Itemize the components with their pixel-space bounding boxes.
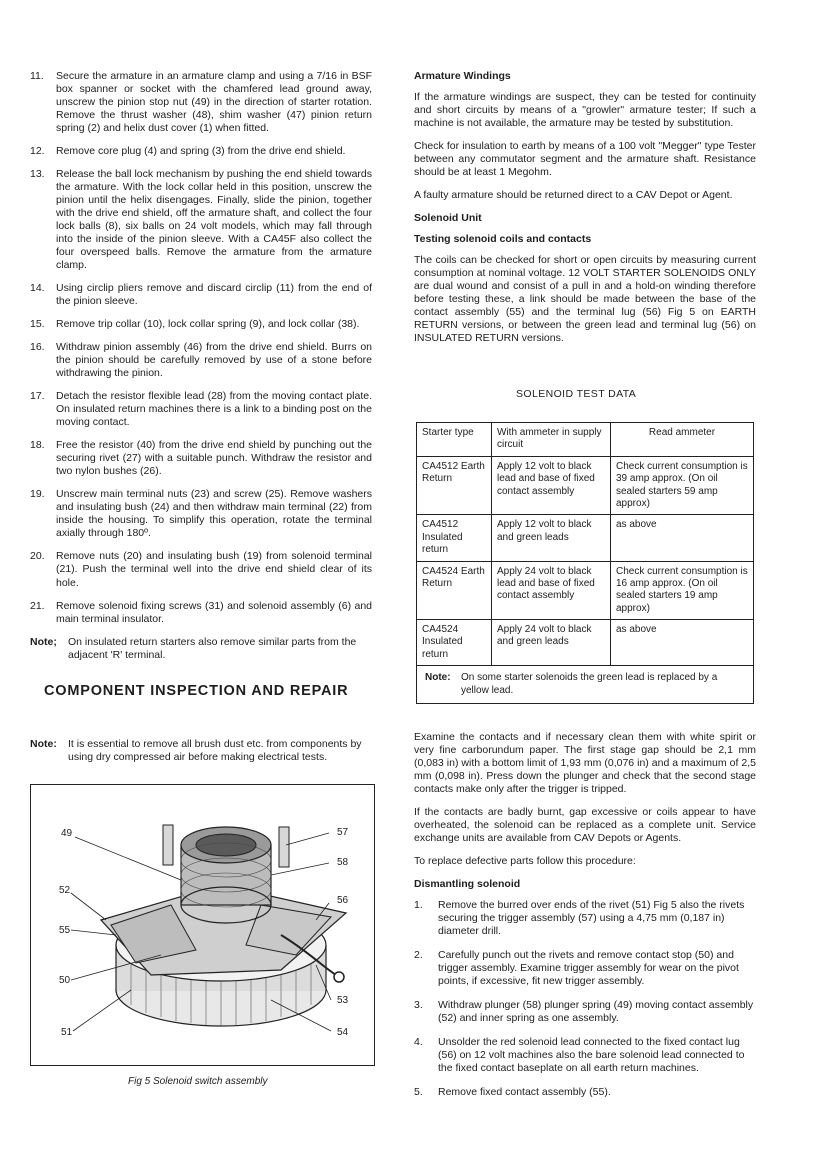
inspection-note-text: It is essential to remove all brush dust etc. from components by using dry compressed air before making electrical tests. bbox=[68, 738, 362, 764]
table-note-text: On some starter solenoids the green lead is replaced by a yellow lead. bbox=[461, 672, 718, 696]
step-text: Secure the armature in an armature clamp and using a 7/16 in BSF box spanner or socket with the chamfered lead ground away, unscrew the pinion stop nut (49) in the direction of starter rotation. Remove the thrust washer (48), shim washer (47) pinion return spring (2) and helix dust cover (1) when fitted. bbox=[56, 70, 372, 135]
table-header: Starter type bbox=[417, 423, 492, 457]
table-header: Read ammeter bbox=[611, 423, 754, 457]
step-text: Free the resistor (40) from the drive end shield by punching out the securing rivet (27) with a suitable punch. Withdraw the resistor and two nylon bushes (26). bbox=[56, 439, 372, 478]
table-header-row bbox=[417, 423, 754, 457]
step-text: Remove fixed contact assembly (55). bbox=[438, 1086, 611, 1099]
step-number: 17. bbox=[30, 390, 45, 403]
section-title: COMPONENT INSPECTION AND REPAIR bbox=[44, 683, 349, 699]
left-note bbox=[30, 636, 372, 662]
callout-49: 49 bbox=[61, 828, 73, 839]
callout-50: 50 bbox=[59, 975, 71, 986]
step-item bbox=[30, 488, 372, 540]
armature-paragraph-1: If the armature windings are suspect, they can be tested for continuity and short circuits by means of a "growler" armature tester; If such a machine is not available, the armature may be tested by substitution. bbox=[414, 91, 756, 130]
step-text: Remove trip collar (10), lock collar spring (9), and lock collar (38). bbox=[56, 318, 360, 331]
table-cell: Apply 24 volt to black lead and base of fixed contact assembly bbox=[492, 561, 611, 620]
callout-56: 56 bbox=[337, 895, 349, 906]
inspection-note bbox=[30, 738, 372, 764]
step-text: Withdraw pinion assembly (46) from the drive end shield. Burrs on the pinion should be carefully removed by use of a stone before withdrawing the pinion. bbox=[56, 341, 372, 380]
solenoid-paragraph: The coils can be checked for short or open circuits by measuring current consumption at nominal voltage. 12 VOLT STARTER SOLENOIDS ONLY are dual wound and consist of a pull in and a hold-on winding therefore before testing these, a link should be made between the base of the contact assembly (55) and the terminal lug (56) Fig 5 on EARTH RETURN versions, or between the green lead and terminal lug (56) on INSULATED RETURN versions. bbox=[414, 254, 756, 345]
step-number: 4. bbox=[414, 1036, 423, 1049]
contacts-paragraph-2: If the contacts are badly burnt, gap excessive or coils appear to have overheated, the solenoid can be replaced as a complete unit. Service exchange units are available from CAV Depots or Agents. bbox=[414, 806, 756, 845]
figure-caption: Fig 5 Solenoid switch assembly bbox=[128, 1076, 268, 1087]
step-text: Using circlip pliers remove and discard circlip (11) from the end of the pinion sleeve. bbox=[56, 282, 372, 308]
step-text: Carefully punch out the rivets and remove contact stop (50) and trigger assembly. Examine trigger assembly for wear on the pivot points, if excessive, fit new trigger assembly. bbox=[438, 949, 739, 988]
table-cell: Apply 12 volt to black and green leads bbox=[492, 515, 611, 561]
step-text: Detach the resistor flexible lead (28) from the moving contact plate. On insulated return machines there is a link to a binding post on the moving contact. bbox=[56, 390, 372, 429]
step-text: Unscrew main terminal nuts (23) and screw (25). Remove washers and insulating bush (24) and then withdraw main terminal (22) from inside the housing. To simplify this operation, rotate the terminal axially through 180º. bbox=[56, 488, 372, 540]
step-text: Release the ball lock mechanism by pushing the end shield towards the armature. With the lock collar held in this position, unscrew the pinion until the helix disengages. Finally, slide the pinion, together with the drive end shield, off the armature shaft, and collect the four lock balls (8), six balls on 24 volt models, which may fall through into the inside of the pinion sleeve. With a CA45F also collect the four overspeed balls. Remove the armature from the armature clamp. bbox=[56, 168, 372, 272]
step-number: 12. bbox=[30, 145, 45, 158]
table-note-row bbox=[417, 666, 754, 704]
step-item bbox=[30, 145, 372, 158]
step-text: Withdraw plunger (58) plunger spring (49) moving contact assembly (52) and inner spring as one assembly. bbox=[438, 999, 754, 1025]
step-text: Remove nuts (20) and insulating bush (19) from solenoid terminal (21). Push the terminal well into the drive end shield clear of its hole. bbox=[56, 550, 372, 589]
contacts-section bbox=[414, 731, 756, 1110]
table-row bbox=[417, 561, 754, 620]
step-number: 16. bbox=[30, 341, 45, 354]
step-number: 14. bbox=[30, 282, 45, 295]
table-cell: as above bbox=[611, 620, 754, 666]
table-row bbox=[417, 515, 754, 561]
step-item bbox=[30, 600, 372, 626]
note-text: On insulated return starters also remove similar parts from the adjacent 'R' terminal. bbox=[68, 635, 357, 661]
armature-paragraph-2: Check for insulation to earth by means of a 100 volt "Megger" type Tester between any commutator segment and the armature shaft. Resistance should be at least 1 Megohm. bbox=[414, 140, 756, 179]
step-item bbox=[30, 390, 372, 429]
step-number: 20. bbox=[30, 550, 45, 563]
step-item bbox=[30, 550, 372, 589]
table-cell: CA4512 Earth Return bbox=[417, 456, 492, 515]
step-number: 5. bbox=[414, 1086, 423, 1099]
step-item bbox=[30, 341, 372, 380]
inspection-note-label: Note: bbox=[30, 738, 57, 750]
step-number: 13. bbox=[30, 168, 45, 181]
table-cell: Apply 24 volt to black and green leads bbox=[492, 620, 611, 666]
table-cell: as above bbox=[611, 515, 754, 561]
callout-53: 53 bbox=[337, 995, 349, 1006]
table-row bbox=[417, 456, 754, 515]
table-cell: CA4524 Earth Return bbox=[417, 561, 492, 620]
callout-51: 51 bbox=[61, 1027, 73, 1038]
step-item bbox=[30, 439, 372, 478]
step-item bbox=[414, 999, 756, 1025]
armature-heading: Armature Windings bbox=[414, 70, 511, 82]
solenoid-heading: Solenoid Unit bbox=[414, 212, 482, 225]
solenoid-test-table bbox=[416, 422, 754, 704]
step-item bbox=[30, 70, 372, 135]
step-text: Unsolder the red solenoid lead connected to the fixed contact lug (56) on 12 volt machines also the bare solenoid lead connected to the fixed contact baseplate on all earth return machines. bbox=[438, 1036, 745, 1075]
step-item bbox=[30, 282, 372, 308]
table-cell: Check current consumption is 39 amp approx. (On oil sealed starters 59 amp approx) bbox=[611, 456, 754, 515]
step-number: 21. bbox=[30, 599, 45, 612]
step-item bbox=[414, 1036, 756, 1075]
table-header: With ammeter in supply circuit bbox=[492, 423, 611, 457]
step-number: 3. bbox=[414, 999, 423, 1012]
note-label: Note; bbox=[30, 635, 57, 648]
table-note-label: Note: bbox=[425, 672, 451, 684]
contacts-paragraph-3: To replace defective parts follow this procedure: bbox=[414, 855, 636, 868]
contacts-paragraph-1: Examine the contacts and if necessary clean them with white spirit or very fine carborundum paper. The first stage gap should be 2,1 mm (0,083 in) with a bottom limit of 1,93 mm (0,076 in) and a maximum of 2,5 mm (0,098 in). Press down the plunger and check that the second stage contacts make only after the trigger is tripped. bbox=[414, 731, 756, 796]
step-number: 2. bbox=[414, 949, 423, 962]
table-cell: Apply 12 volt to black lead and base of fixed contact assembly bbox=[492, 456, 611, 515]
table-cell: Check current consumption is 16 amp approx. (On oil sealed starters 19 amp approx) bbox=[611, 561, 754, 620]
step-number: 15. bbox=[30, 318, 45, 331]
step-text: Remove the burred over ends of the rivet (51) Fig 5 also the rivets securing the trigger assembly (57) using a 4,75 mm (0,187 in) diameter drill. bbox=[438, 899, 745, 938]
step-number: 1. bbox=[414, 899, 423, 912]
dismantling-heading: Dismantling solenoid bbox=[414, 878, 521, 891]
callout-55: 55 bbox=[59, 925, 71, 936]
step-number: 19. bbox=[30, 488, 45, 501]
step-item bbox=[414, 949, 756, 988]
table-title: SOLENOID TEST DATA bbox=[516, 388, 637, 400]
table-row bbox=[417, 620, 754, 666]
step-item bbox=[414, 899, 756, 938]
table-cell: CA4524 Insulated return bbox=[417, 620, 492, 666]
solenoid-subheading: Testing solenoid coils and contacts bbox=[414, 233, 592, 246]
callout-58: 58 bbox=[337, 857, 349, 868]
figure-solenoid-switch bbox=[30, 784, 375, 1066]
right-column bbox=[414, 70, 756, 355]
step-item bbox=[30, 168, 372, 272]
armature-paragraph-3: A faulty armature should be returned direct to a CAV Depot or Agent. bbox=[414, 189, 733, 202]
step-item bbox=[414, 1086, 756, 1099]
step-number: 18. bbox=[30, 439, 45, 452]
step-number: 11. bbox=[30, 70, 44, 82]
table-note-cell bbox=[417, 666, 754, 704]
callout-54: 54 bbox=[337, 1027, 349, 1038]
step-text: Remove solenoid fixing screws (31) and solenoid assembly (6) and main terminal insulator. bbox=[56, 599, 372, 625]
step-item bbox=[30, 318, 372, 331]
callout-52: 52 bbox=[59, 885, 71, 896]
callout-57: 57 bbox=[337, 827, 349, 838]
step-text: Remove core plug (4) and spring (3) from the drive end shield. bbox=[56, 145, 346, 158]
table-cell: CA4512 Insulated return bbox=[417, 515, 492, 561]
left-column bbox=[30, 70, 372, 670]
solenoid-drawing bbox=[31, 785, 374, 1065]
